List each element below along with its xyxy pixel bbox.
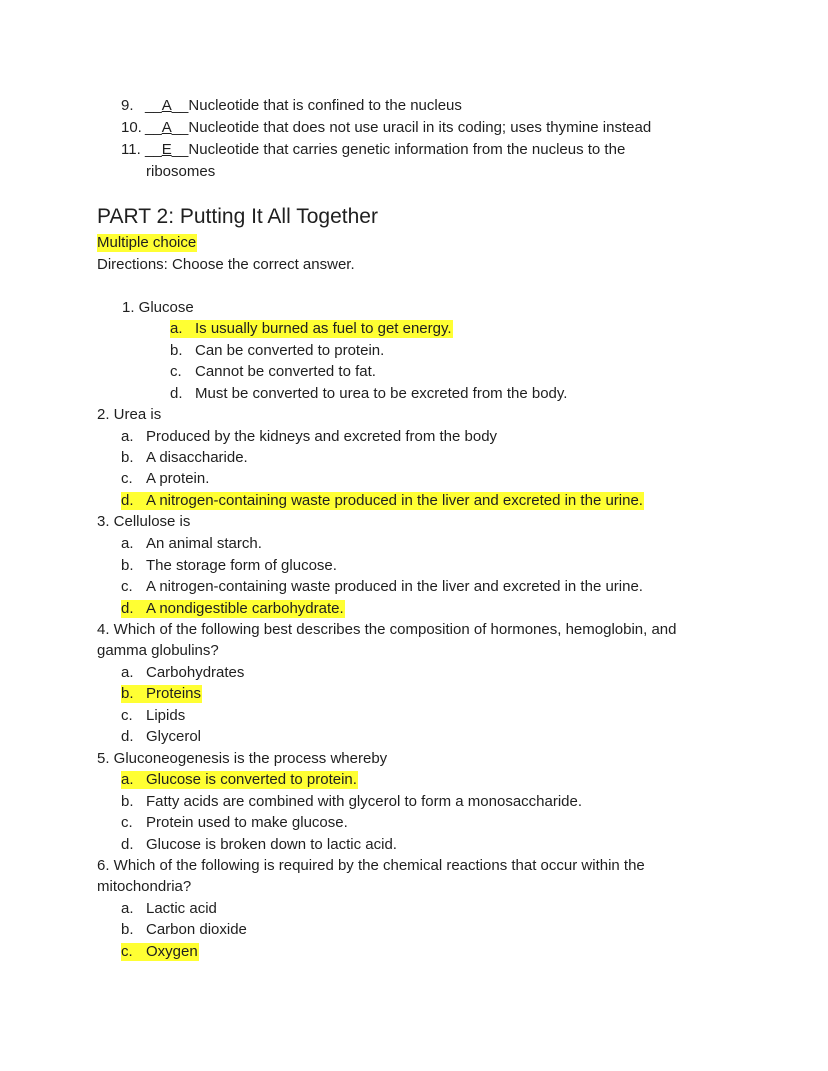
answer-blank-pre: __ [145,141,162,158]
option-text: Fatty acids are combined with glycerol to form a monosaccharide. [146,793,583,810]
question-3-stem: 3. Cellulose is [97,513,191,530]
question-6-stem: 6. Which of the following is required by the chemical reactions that occur within the [97,857,645,874]
option-text: Glycerol [146,728,202,745]
option-text: A protein. [146,470,210,487]
option-text: Produced by the kidneys and excreted from the body [146,428,498,445]
question-2-option-a [121,427,497,448]
answer-blank-post: __ [171,97,189,114]
option-letter: d. [121,600,134,617]
option-letter: a. [121,771,134,788]
option-letter: c. [121,470,133,487]
answer-blank-post: __ [171,119,189,136]
question-3-option-c [121,577,643,598]
item-text: Nucleotide that does not use uracil in its coding; uses thymine instead [188,119,652,136]
answer-blank-pre: __ [145,119,162,136]
question-3-option-d [121,599,345,620]
question-2-option-c [121,469,209,490]
option-letter: b. [121,557,134,574]
option-letter: a. [121,900,134,917]
item-text: Nucleotide that is confined to the nucleus [188,97,462,114]
option-text: Glucose is broken down to lactic acid. [146,836,397,853]
option-letter: b. [121,449,134,466]
item-number: 11. [121,141,141,158]
matching-item-10 [121,118,651,139]
answer-blank-post: __ [171,141,189,158]
option-letter: d. [121,492,134,509]
question-2-stem: 2. Urea is [97,406,162,423]
option-letter: c. [170,363,182,380]
option-text: Carbohydrates [146,664,245,681]
option-text: A nitrogen-containing waste produced in the liver and excreted in the urine. [146,492,643,509]
option-letter: a. [121,535,134,552]
question-1-option-c [170,362,376,383]
option-text: An animal starch. [146,535,262,552]
question-4-stem: 4. Which of the following best describes the composition of hormones, hemoglobin, and [97,621,677,638]
option-text: Glucose is converted to protein. [146,771,357,788]
question-4-option-a [121,663,244,684]
option-text: A nondigestible carbohydrate. [146,600,344,617]
section-heading: PART 2: Putting It All Together [97,205,378,228]
option-text: Protein used to make glucose. [146,814,348,831]
answer-letter: A [161,119,172,136]
subtitle-row [97,233,197,254]
question-4-option-b [121,684,202,705]
question-4-option-d [121,727,201,748]
directions-text: Directions: Choose the correct answer. [97,256,355,273]
question-4-option-c [121,706,185,727]
option-letter: c. [121,578,133,595]
option-letter: b. [121,793,134,810]
question-6-option-a [121,899,217,920]
option-text: Lipids [146,707,186,724]
question-6-stem-continued: mitochondria? [97,878,192,895]
option-letter: c. [121,943,133,960]
section-subtitle: Multiple choice [97,234,197,251]
question-1-option-b [170,341,384,362]
question-2-option-b [121,448,248,469]
question-5-option-b [121,792,582,813]
question-3-option-b [121,556,337,577]
option-letter: b. [121,685,134,702]
question-1-option-d [170,384,567,405]
option-text: Is usually burned as fuel to get energy. [195,320,452,337]
option-text: Proteins [146,685,202,702]
option-letter: c. [121,707,133,724]
option-letter: d. [170,385,183,402]
matching-item-9 [121,96,462,117]
matching-item-11 [121,140,625,161]
answer-letter: E [161,141,172,158]
option-text: Must be converted to urea to be excreted from the body. [195,385,568,402]
option-letter: c. [121,814,133,831]
item-text: Nucleotide that carries genetic information from the nucleus to the [188,141,626,158]
option-text: A disaccharide. [146,449,248,466]
question-1-option-a [170,319,453,340]
option-text: A nitrogen-containing waste produced in the liver and excreted in the urine. [146,578,643,595]
option-letter: d. [121,728,134,745]
option-letter: d. [121,836,134,853]
question-1-stem: 1. Glucose [122,299,194,316]
answer-blank-pre: __ [145,97,162,114]
option-text: Can be converted to protein. [195,342,385,359]
question-6-option-c [121,942,199,963]
option-text: Carbon dioxide [146,921,247,938]
option-text: Oxygen [146,943,198,960]
option-text: Lactic acid [146,900,217,917]
option-text: Cannot be converted to fat. [195,363,376,380]
option-letter: a. [121,664,134,681]
question-2-option-d [121,491,644,512]
matching-item-11-continued: ribosomes [146,163,216,180]
item-number: 9. [121,97,134,114]
question-5-option-d [121,835,397,856]
option-letter: b. [121,921,134,938]
option-letter: a. [170,320,183,337]
question-3-option-a [121,534,262,555]
question-4-stem-continued: gamma globulins? [97,642,219,659]
question-6-option-b [121,920,247,941]
option-letter: b. [170,342,183,359]
option-letter: a. [121,428,134,445]
question-5-option-c [121,813,348,834]
option-text: The storage form of glucose. [146,557,337,574]
question-5-option-a [121,770,358,791]
question-5-stem: 5. Gluconeogenesis is the process whereby [97,750,388,767]
item-number: 10. [121,119,142,136]
answer-letter: A [161,97,172,114]
